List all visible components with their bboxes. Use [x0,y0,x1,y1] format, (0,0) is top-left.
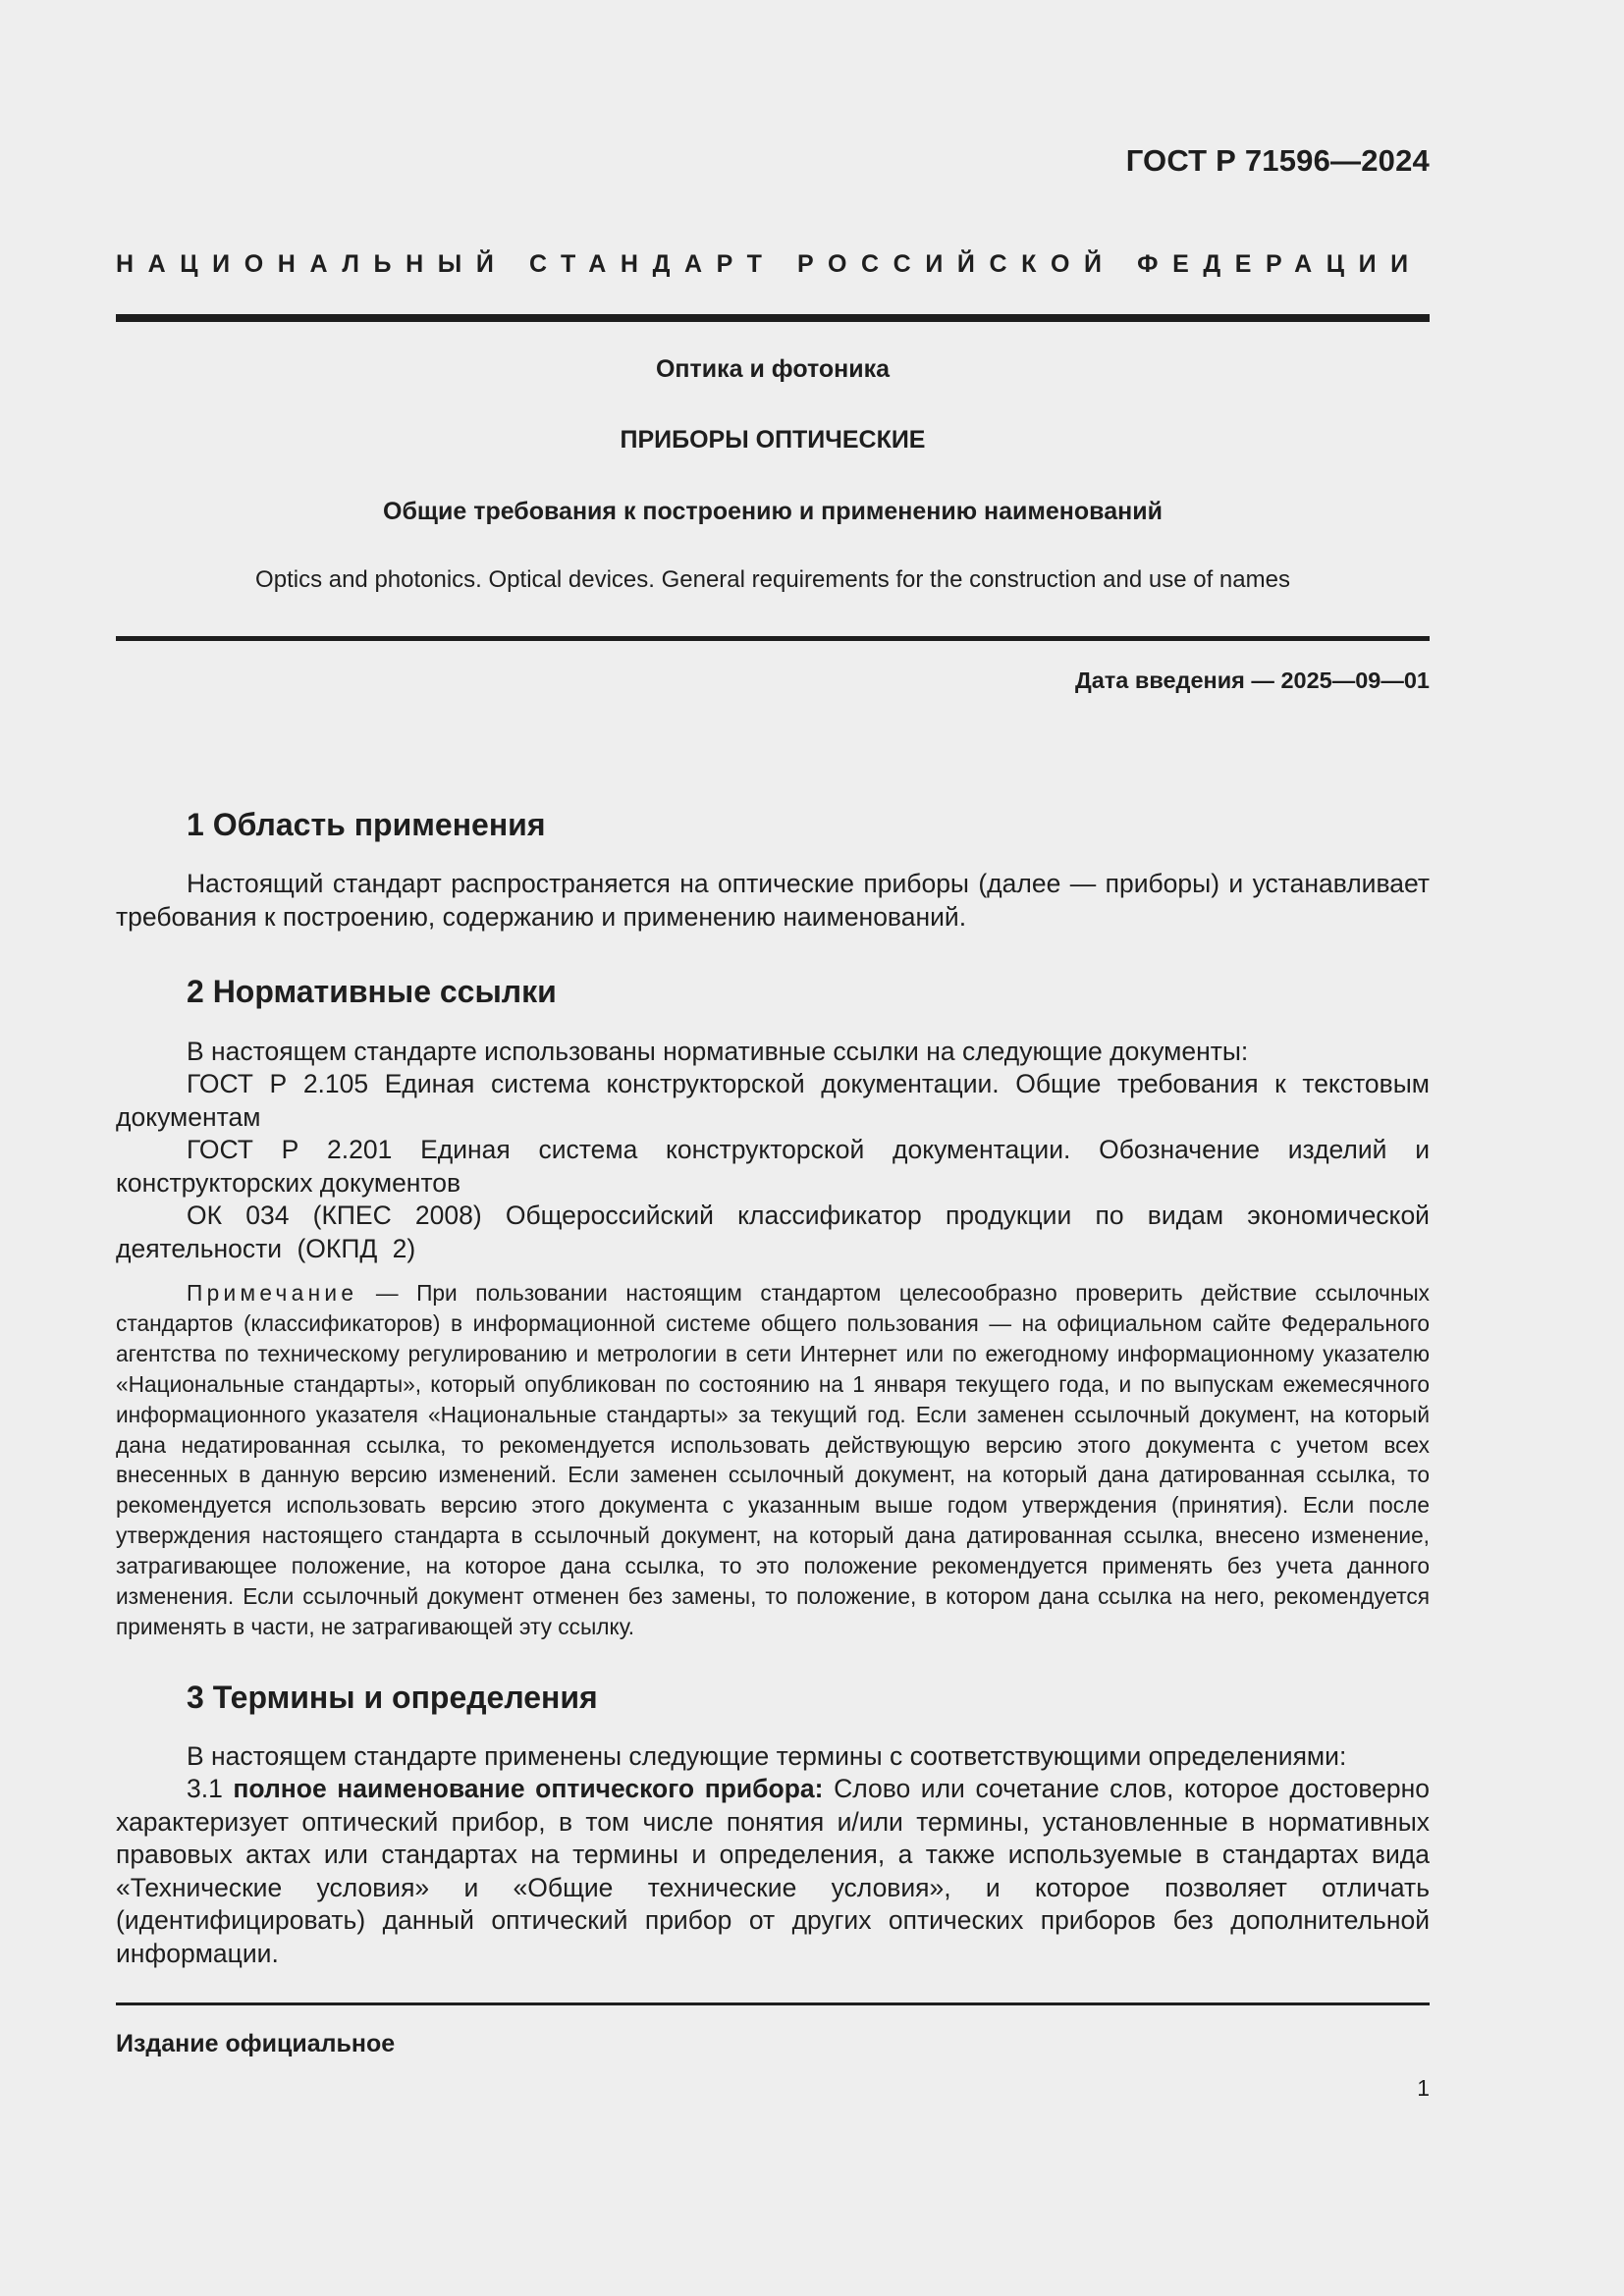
subject-title: Оптика и фотоника [655,355,891,383]
document-number: ГОСТ Р 71596—2024 [1125,143,1430,178]
title-block-rule [116,636,1430,641]
definition-3-1 [116,1773,1430,1970]
header-rule [116,314,1430,322]
definition-text: Слово или сочетание слов, которое достоверно характеризует оптический прибор, в том числе понятия и/или термины, установленные в нормативных правовых актах или стандартах на термины и определения, а также используемые в стандартах вида «Технические условия» и «Общие технические условия», и которое позволяет отличать (идентифицировать) данный оптический прибор от других оптических приборов без дополнительной информации. [116,1774,1430,1968]
definition-term: полное наименование оптического прибора: [233,1774,824,1803]
note-label: Примечание [187,1280,358,1306]
product-title: ПРИБОРЫ ОПТИЧЕСКИЕ [620,426,926,454]
section-3-heading: 3 Термины и определения [187,1680,598,1715]
section-1-heading: 1 Область применения [187,807,546,842]
subtitle: Общие требования к построению и применению наименований [383,498,1163,525]
note-text: — При пользовании настоящим стандартом целесообразно проверить действие ссылочных стандартов (классификаторов) в информационной системе общего пользования — на официальном сайте Федерального агентства по техническому регулированию и метрологии в сети Интернет или по ежегодному информационному указателю «Национальные стандарты», который опубликован по состоянию на 1 января текущего года, и по выпускам ежемесячного информационного указателя «Национальные стандарты» за текущий год. Если заменен ссылочный документ, на который дана недатированная ссылка, то рекомендуется использовать действующую версию этого документа с учетом всех внесенных в данную версию изменений. Если заменен ссылочный документ, на который дана датированная ссылка, то рекомендуется использовать версию этого документа с указанным выше годом утверждения (принятия). Если после утверждения настоящего стандарта в ссылочный документ, на который дана датированная ссылка, внесено изменение, затрагивающее положение, на которое дана ссылка, то это положение рекомендуется применять без учета данного изменения. Если ссылочный документ отменен без замены, то положение, в котором дана ссылка на него, рекомендуется применять в части, не затрагивающей эту ссылку. [116,1280,1430,1639]
reference-ok-034: ОК 034 (КПЕС 2008) Общероссийский классификатор продукции по видам экономической деятельности (ОКПД 2) [116,1201,1430,1263]
section-1-text: Настоящий стандарт распространяется на оптические приборы (далее — приборы) и устанавливает требования к построению, содержанию и применению наименований. [116,869,1430,932]
national-standard-title: НАЦИОНАЛЬНЫЙ СТАНДАРТ РОССИЙСКОЙ ФЕДЕРАЦИИ [116,250,1423,278]
section-3-intro: В настоящем стандарте применены следующие термины с соответствующими определениями: [187,1741,1347,1771]
introduction-date: Дата введения — 2025—09—01 [1074,667,1430,693]
official-edition-label: Издание официальное [116,2030,396,2057]
reference-gost-2-201: ГОСТ Р 2.201 Единая система конструкторской документации. Обозначение изделий и конструкторских документов [116,1135,1430,1198]
page-number: 1 [1417,2075,1430,2101]
section-2-intro: В настоящем стандарте использованы нормативные ссылки на следующие документы: [187,1037,1249,1066]
definition-number: 3.1 [187,1774,234,1803]
reference-gost-2-105: ГОСТ Р 2.105 Единая система конструкторской документации. Общие требования к текстовым документам [116,1069,1430,1132]
footer-rule [116,2002,1430,2005]
section-2-heading: 2 Нормативные ссылки [187,974,557,1009]
english-title: Optics and photonics. Optical devices. General requirements for the construction and use of names [255,566,1290,593]
section-2-note [116,1278,1430,1642]
